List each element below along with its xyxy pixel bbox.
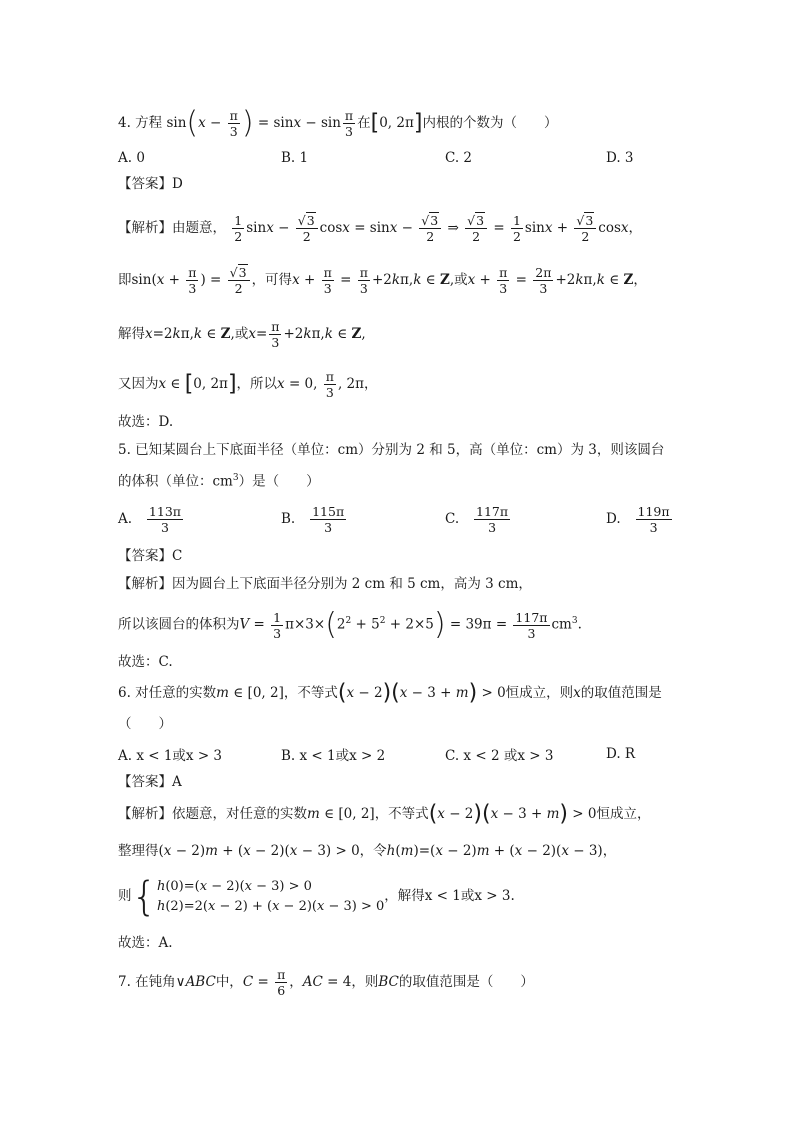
- q5-option-c: C. $\frac{117\pi}{3}$: [445, 503, 509, 535]
- q4-stem: 4. 方程 sin(x − $\frac{\pi}{3}$ ) = sinx − sin $\frac{\pi}{3}$ 在[0, 2π]内根的个数为（ ）: [118, 105, 558, 141]
- q6-option-d: D. R: [606, 746, 636, 762]
- q4-option-b: B. 1: [281, 150, 309, 166]
- q5-stem-1: 5. 已知某圆台上下底面半径（单位：cm）分别为 2 和 5，高（单位：cm）为 3，则该圆台: [118, 442, 665, 458]
- q4-conclusion: 故选：D.: [118, 414, 174, 430]
- q4-analysis-1: 【解析】由题意， $\frac{1}{2}$ sinx − $\frac{√3}{2}$ cosx = sinx − $\frac{√3}{2}$ ⇒ $\frac{√3}{2}$ = $\frac{1}{2}$ sinx + $\frac{√3}{2}$ cosx，: [118, 213, 643, 244]
- q5-conclusion: 故选：C.: [118, 654, 173, 670]
- q6-conclusion: 故选：A.: [118, 935, 173, 951]
- q5-stem-2: 的体积（单位：$cm^3$）是（ ）: [118, 473, 320, 490]
- q5-option-a: A. $\frac{113\pi}{3}$: [118, 503, 181, 535]
- q4-option-c: C. 2: [445, 150, 473, 166]
- q5-analysis-2: 所以该圆台的体积为V = $\frac{1}{3}$ $\pi\times 3\times(2^2 + 5^2 + 2\times 5) = 39\pi$ = $\frac{117\pi}{3}$ $cm^3$.: [118, 607, 582, 642]
- q6-option-c: C. x < 2 或x > 3: [445, 748, 554, 764]
- q4-answer: 【答案】D: [118, 176, 183, 192]
- q4-option-a: A. 0: [118, 150, 145, 166]
- q6-analysis-2: 整理得(x − 2)m + (x − 2)(x − 3) > 0，令h(m)=(x − 2)m + (x − 2)(x − 3)，: [118, 843, 617, 859]
- q6-option-a: A. x < 1或x > 3: [118, 748, 223, 764]
- q4-analysis-2: 即sin(x + $\frac{\pi}{3}$ ) = $\frac{√3}{2}$ ，可得x + $\frac{\pi}{3}$ = $\frac{\pi}{3}$ +2kπ,k ∈ Z,或x + $\frac{\pi}{3}$ = $\frac{2\pi}{3}$ +2kπ,k ∈ Z，: [118, 265, 647, 296]
- q5-answer: 【答案】C: [118, 548, 183, 564]
- q6-option-b: B. x < 1或x > 2: [281, 748, 386, 764]
- q6-stem-2: （ ）: [118, 716, 172, 732]
- q6-analysis-1: 【解析】依题意，对任意的实数m ∈ [0, 2]，不等式(x − 2)(x − 3 + m) > 0恒成立，: [118, 801, 651, 827]
- q4-option-d: D. 3: [606, 150, 634, 166]
- q5-option-d: D. $\frac{119\pi}{3}$: [606, 503, 670, 535]
- q4-options: [118, 148, 738, 168]
- q5-analysis-1: 【解析】因为圆台上下底面半径分别为 2 cm 和 5 cm，高为 3 cm，: [118, 576, 532, 592]
- q5-option-b: B. $\frac{115\pi}{3}$: [281, 503, 345, 535]
- q4-analysis-4: 又因为x ∈ [0, 2π]，所以x = 0, $\frac{\pi}{3}$ , 2π，: [118, 369, 378, 400]
- q4-analysis-3: 解得x=2kπ,k ∈ Z,或x= $\frac{\pi}{3}$ +2kπ,k ∈ Z,: [118, 319, 366, 350]
- q6-stem-1: 6. 对任意的实数m ∈ [0, 2]，不等式(x − 2)(x − 3 + m) > 0恒成立，则x的取值范围是: [118, 680, 662, 706]
- q5-options: [118, 499, 738, 539]
- q6-options: [118, 744, 738, 764]
- q7-stem: 7. 在钝角∨ABC中，C = $\frac{\pi}{6}$ ，AC = 4，则BC的取值范围是（ ）: [118, 967, 534, 998]
- q6-analysis-3: 则 { h(0)=(x − 2)(x − 3) > 0 h(2)=2(x − 2) + (x − 2)(x − 3) > 0 ，解得x < 1或x > 3.: [118, 873, 515, 920]
- q6-answer: 【答案】A: [118, 774, 182, 790]
